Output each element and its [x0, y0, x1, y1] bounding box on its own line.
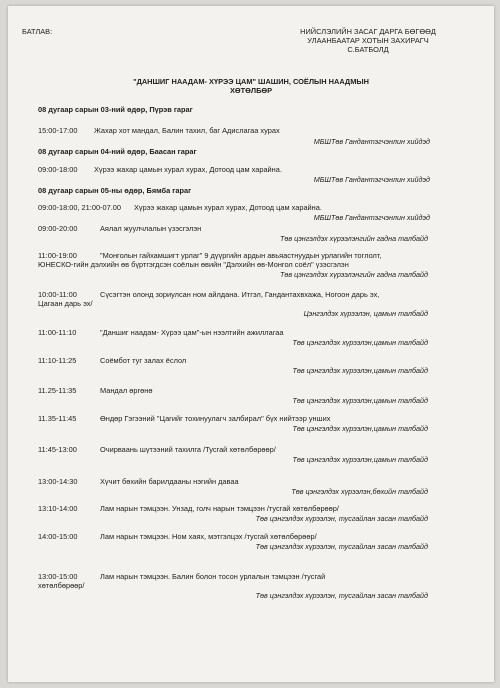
entry-place: Төв цэнгэлдэх хүрээлэн,цамын талбайд [292, 455, 428, 464]
entry-activity: Лам нарын тэмцээн. Ном хаях, мэтгэлцэх /тусгай хөтөлбөрөөр/ [100, 532, 317, 541]
entry-activity: Лам нарын тэмцээн. Балин болон тосон урлалын тэмцээн /тусгай [100, 572, 326, 581]
entry-time: 11.35-11:45 [38, 414, 77, 423]
entry-place: Төв цэнгэлдэх хүрээлэн,цамын талбайд [292, 366, 428, 375]
day-heading-3: 08 дугаар сарын 05-ны өдөр, Бямба гараг [38, 186, 192, 195]
entry-time: 11:00-11:10 [38, 328, 77, 337]
entry-time: 14:00-15:00 [38, 532, 78, 541]
entry-activity: "Монголын гайхамшигт урлаг" 9 дүүргийн ардын авьяастнуудын урлагийн тоглолт, [100, 251, 382, 260]
entry-activity: Хүрээ жахар цамын хурал хурах, Дотоод цам харайна. [134, 203, 322, 212]
signer-line-3: С.БАТБОЛД [347, 45, 389, 54]
entry-place: МБШТөв Гандантэгчэнлин хийдэд [313, 175, 430, 184]
entry-activity: Жахар хот мандал, Балин тахил, баг Адислагаа хурах [94, 126, 280, 135]
entry-time: 09:00-18:00, 21:00-07.00 [38, 203, 122, 212]
entry-place: Төв цэнгэлдэх хүрээлэнгийн гадна талбайд [280, 234, 428, 243]
entry-activity-continued: хөтөлбөрөөр/ [38, 581, 85, 590]
entry-time: 15:00-17:00 [38, 126, 78, 135]
entry-activity: Сүсэгтэн олонд зориулсан ном айлдана. Итгэл, Гандантахвхажа, Ногоон дарь эх, [100, 290, 380, 299]
entry-activity: "Даншиг наадам- Хүрээ цам"-ын нээлтийн ажиллагаа [100, 328, 284, 337]
entry-activity: Соёмбот туг залах ёслол [100, 356, 187, 365]
entry-place: Төв цэнгэлдэх хүрээлэн, тусгайлан засан талбайд [255, 591, 428, 600]
entry-time: 13:10-14:00 [38, 504, 78, 513]
entry-activity: Лам нарын тэмцээн. Унзад, голч нарын тэмцээн /тусгай хөтөлбөрөөр/ [100, 504, 339, 513]
entry-place: Төв цэнгэлдэх хүрээлэн,цамын талбайд [292, 396, 428, 405]
day-heading-2: 08 дугаар сарын 04-ний өдөр, Баасан гараг [38, 147, 197, 156]
entry-place: Төв цэнгэлдэх хүрээлэнгийн гадна талбайд [280, 270, 428, 279]
document-title-line-1: "ДАНШИГ НААДАМ- ХҮРЭЭ ЦАМ" ШАШИН, СОЁЛЫН НААДМЫН [133, 77, 369, 86]
entry-time: 11:45-13:00 [38, 445, 77, 454]
day-heading-1: 08 дугаар сарын 03-ний өдөр, Пүрэв гараг [38, 105, 193, 114]
entry-time: 11:10-11:25 [38, 356, 77, 365]
entry-activity-continued: ЮНЕСКО-гийн дэлхийн өв бүртгэгдсэн соёлын өвийн "Дэлхийн өв-Монгол соёл" үзэсгэлэн [38, 260, 349, 269]
entry-activity-continued: Цагаан дарь эх/ [38, 299, 93, 308]
entry-time: 11.25-11:35 [38, 386, 77, 395]
entry-place: Төв цэнгэлдэх хүрээлэн, тусгайлан засан талбайд [255, 542, 428, 551]
approve-label: БАТЛАВ: [22, 27, 53, 36]
entry-place: Цэнгэлдэх хүрээлэн, цамын талбайд [303, 309, 428, 318]
entry-place: МБШТөв Гандантэгчэнлин хийдэд [313, 213, 430, 222]
entry-time: 11:00-19:00 [38, 251, 77, 260]
entry-activity: Мандал өргөнө [100, 386, 153, 395]
entry-time: 13:00-14:30 [38, 477, 78, 486]
entry-place: МБШТөв Гандантэгчэнлин хийдэд [313, 137, 430, 146]
signer-line-2: УЛААНБААТАР ХОТЫН ЗАХИРАГЧ [307, 36, 429, 45]
document-page [8, 6, 494, 682]
signer-line-1: НИЙСЛЭЛИЙН ЗАСАГ ДАРГА БӨГӨӨД [300, 27, 436, 36]
entry-activity: Өндөр Гэгээний "Цагийг тохинуулагч залбирал" бүх нийтээр унших [100, 414, 331, 423]
entry-time: 13:00-15:00 [38, 572, 78, 581]
entry-activity: Хүчит бөхийн барилдааны нэгийн даваа [100, 477, 239, 486]
entry-activity: Аялал жуулчлалын үзэсгэлэн [100, 224, 202, 233]
entry-time: 09:00-18:00 [38, 165, 78, 174]
entry-place: Төв цэнгэлдэх хүрээлэн, тусгайлан засан талбайд [255, 514, 428, 523]
entry-time: 10:00-11:00 [38, 290, 77, 299]
entry-activity: Очирваань шүтээний тахилга /Тусгай хөтөлбөрөөр/ [100, 445, 276, 454]
entry-place: Төв цэнгэлдэх хүрээлэн,цамын талбайд [292, 338, 428, 347]
entry-time: 09:00-20:00 [38, 224, 78, 233]
entry-place: Төв цэнгэлдэх хүрээлэн,бөхийн талбайд [291, 487, 428, 496]
entry-place: Төв цэнгэлдэх хүрээлэн,цамын талбайд [292, 424, 428, 433]
entry-activity: Хүрээ жахар цамын хурал хурах, Дотоод цам харайна. [94, 165, 282, 174]
document-title-line-2: ХӨТӨЛБӨР [229, 86, 273, 95]
